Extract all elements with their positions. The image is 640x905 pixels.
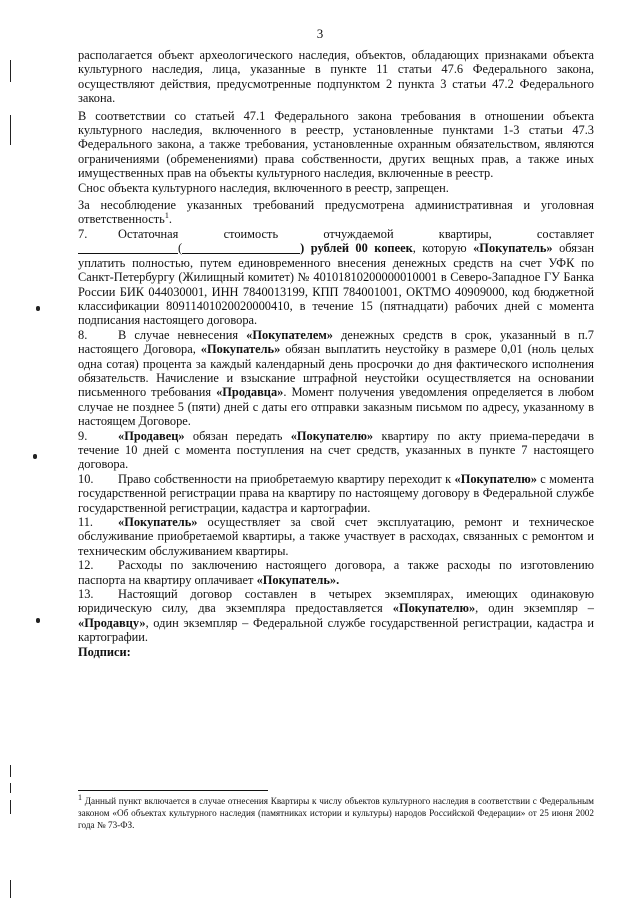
payment-terms: обязан уплатить полностью, путем единовременного внесения денежных средств на счет УФК по Санкт-Петербургу (Жилищный комитет) № 40101810200000010001 в Северо-Западное ГУ Банка России БИК 044030001, ИНН 7840013199, КПП 784001001, ОКТМО 40909000, код бюджетной классификации 80911401020020000410, в течение 15 (пятнадцати) рабочих дней с момента подписания настоящего договора. xyxy=(78,241,594,328)
footnote-ref: 1 xyxy=(164,211,169,221)
price-blank-digits xyxy=(78,242,178,254)
section-8-text-d: . Момент получения уведомления определяется в любом случае не позднее 5 (пяти) дней с даты его отправки заказным письмом по адресу, указанному в настоящем Договоре. xyxy=(78,385,594,429)
section-9-text-b: квартиру по акту приема-передачи в течение 10 дней с момента поступления на счет средств, указанных в пункте 7 настоящего договора. xyxy=(78,428,594,472)
paragraph-heritage-2: В соответствии со статьей 47.1 Федерального закона требования в отношении объекта культурного наследия, включенного в реестр, установленные пунктами 1-3 статьи 47.3 Федерального закона, а также требования, установленные охранным обязательством, являются ограничениями (обременениями) права собственности, других вещных прав, а также иных имущественных прав на объекты культурного наследия, включенные в реестр. xyxy=(78,108,594,181)
section-10-text-b: с момента государственной регистрации права на квартиру по настоящему договору в Федеральной службе государственной регистрации, кадастра и картографии. xyxy=(78,471,595,515)
scan-mark xyxy=(10,800,11,814)
section-13-text-a: Настоящий договор составлен в четырех экземплярах, имеющих одинаковую юридическую силу, два экземпляра предоставляется xyxy=(78,587,594,616)
section-13-text-b: , один экземпляр – xyxy=(475,601,594,616)
footnote-mark: 1 xyxy=(78,792,82,802)
buyer-ref: «Покупателем» xyxy=(246,327,333,342)
section-10-number: 10. xyxy=(78,471,94,486)
scan-mark xyxy=(10,783,11,793)
section-8-text-b: денежных средств в срок, указанный в п.7 настоящего Договора, xyxy=(78,327,594,357)
contract-body xyxy=(78,48,594,659)
scan-mark xyxy=(10,765,11,777)
section-8-text-c: обязан выплатить неустойку в размере 0,01 (ноль целых одна сотая) процента за каждый календарный день просрочки до дня фактического исполнения обязательств. Начисление и взыскание штрафной неустойки осуществляется на основании письменного требования xyxy=(78,342,594,400)
section-12-text: Расходы по заключению настоящего договора, а также расходы по изготовлению паспорта на квартиру оплачивает xyxy=(78,558,594,587)
footnote-divider xyxy=(78,790,268,791)
section-11-number: 11. xyxy=(78,515,94,529)
liability-end: . xyxy=(168,212,172,227)
punch-hole-mark xyxy=(36,306,40,311)
buyer-ref: «Покупатель» xyxy=(200,342,281,357)
price-open-paren: ( xyxy=(178,241,183,256)
section-8-number: 8. xyxy=(78,327,88,342)
seller-ref: «Продавца» xyxy=(216,385,284,400)
section-8 xyxy=(78,328,594,429)
seller-ref: «Продавец» xyxy=(118,428,185,443)
section-9-number: 9. xyxy=(78,428,88,443)
section-9 xyxy=(78,429,594,472)
liability-text: За несоблюдение указанных требований предусмотрена административная и уголовная ответственность xyxy=(78,198,594,227)
paragraph-demolition: Снос объекта культурного наследия, включенного в реестр, запрещен. xyxy=(78,180,449,195)
section-11-text: осуществляет за свой счет эксплуатацию, ремонт и техническое обслуживание приобретаемой квартиры, а также участвует в расходах, связанных с ремонтом и техническим обслуживанием квартиры. xyxy=(78,515,594,558)
paragraph-liability xyxy=(78,198,594,227)
seller-ref: «Продавцу» xyxy=(78,615,146,630)
section-11 xyxy=(78,515,594,558)
section-7 xyxy=(78,227,594,328)
buyer-ref: «Покупателю» xyxy=(454,471,537,486)
footnote-text: Данный пункт включается в случае отнесения Квартиры к числу объектов культурного наследия в соответствии с Федеральным законом «Об объектах культурного наследия (памятниках истории и культуры) народов Российской Федерации» от 25 июня 2002 года № 73-ФЗ. xyxy=(78,796,594,830)
section-7-intro: Остаточная стоимость отчуждаемой квартиры, составляет xyxy=(118,226,594,241)
page-number: 3 xyxy=(316,26,324,41)
buyer-ref: «Покупателю» xyxy=(290,428,374,443)
section-13 xyxy=(78,587,594,645)
buyer-ref: «Покупатель» xyxy=(118,515,198,529)
section-10-text-a: Право собственности на приобретаемую квартиру переходит к xyxy=(118,471,452,486)
footnote xyxy=(78,792,594,831)
buyer-ref: «Покупатель». xyxy=(256,572,340,587)
section-13-number: 13. xyxy=(78,587,94,602)
buyer-ref: «Покупателю» xyxy=(392,601,476,616)
punch-hole-mark xyxy=(36,618,40,623)
section-13-text-c: , один экземпляр – Федеральной службе государственной регистрации, кадастра и картографии. xyxy=(78,615,594,645)
section-10 xyxy=(78,472,594,515)
section-12-number: 12. xyxy=(78,558,94,573)
section-9-text-a: обязан передать xyxy=(192,428,283,443)
paragraph-heritage-1: располагается объект археологического наследия, объектов, обладающих признаками объекта культурного наследия, лица, указанные в пункте 11 статьи 47.6 Федерального закона, осуществляют действия, предусмотренные подпунктом 2 пункта 3 статьи 47.2 Федерального закона. xyxy=(78,48,594,106)
price-rubles: ) рублей 00 копеек xyxy=(300,241,413,256)
buyer-ref: «Покупатель» xyxy=(473,241,553,256)
scan-mark xyxy=(10,60,11,82)
signatures-heading: Подписи: xyxy=(78,644,131,659)
section-12 xyxy=(78,558,594,587)
section-7-number: 7. xyxy=(78,226,88,241)
section-8-text-a: В случае невнесения xyxy=(118,327,239,342)
price-which: , которую xyxy=(412,241,467,256)
scan-mark xyxy=(10,880,11,898)
punch-hole-mark xyxy=(33,454,37,459)
price-blank-words xyxy=(182,242,300,254)
scan-mark xyxy=(10,115,11,145)
